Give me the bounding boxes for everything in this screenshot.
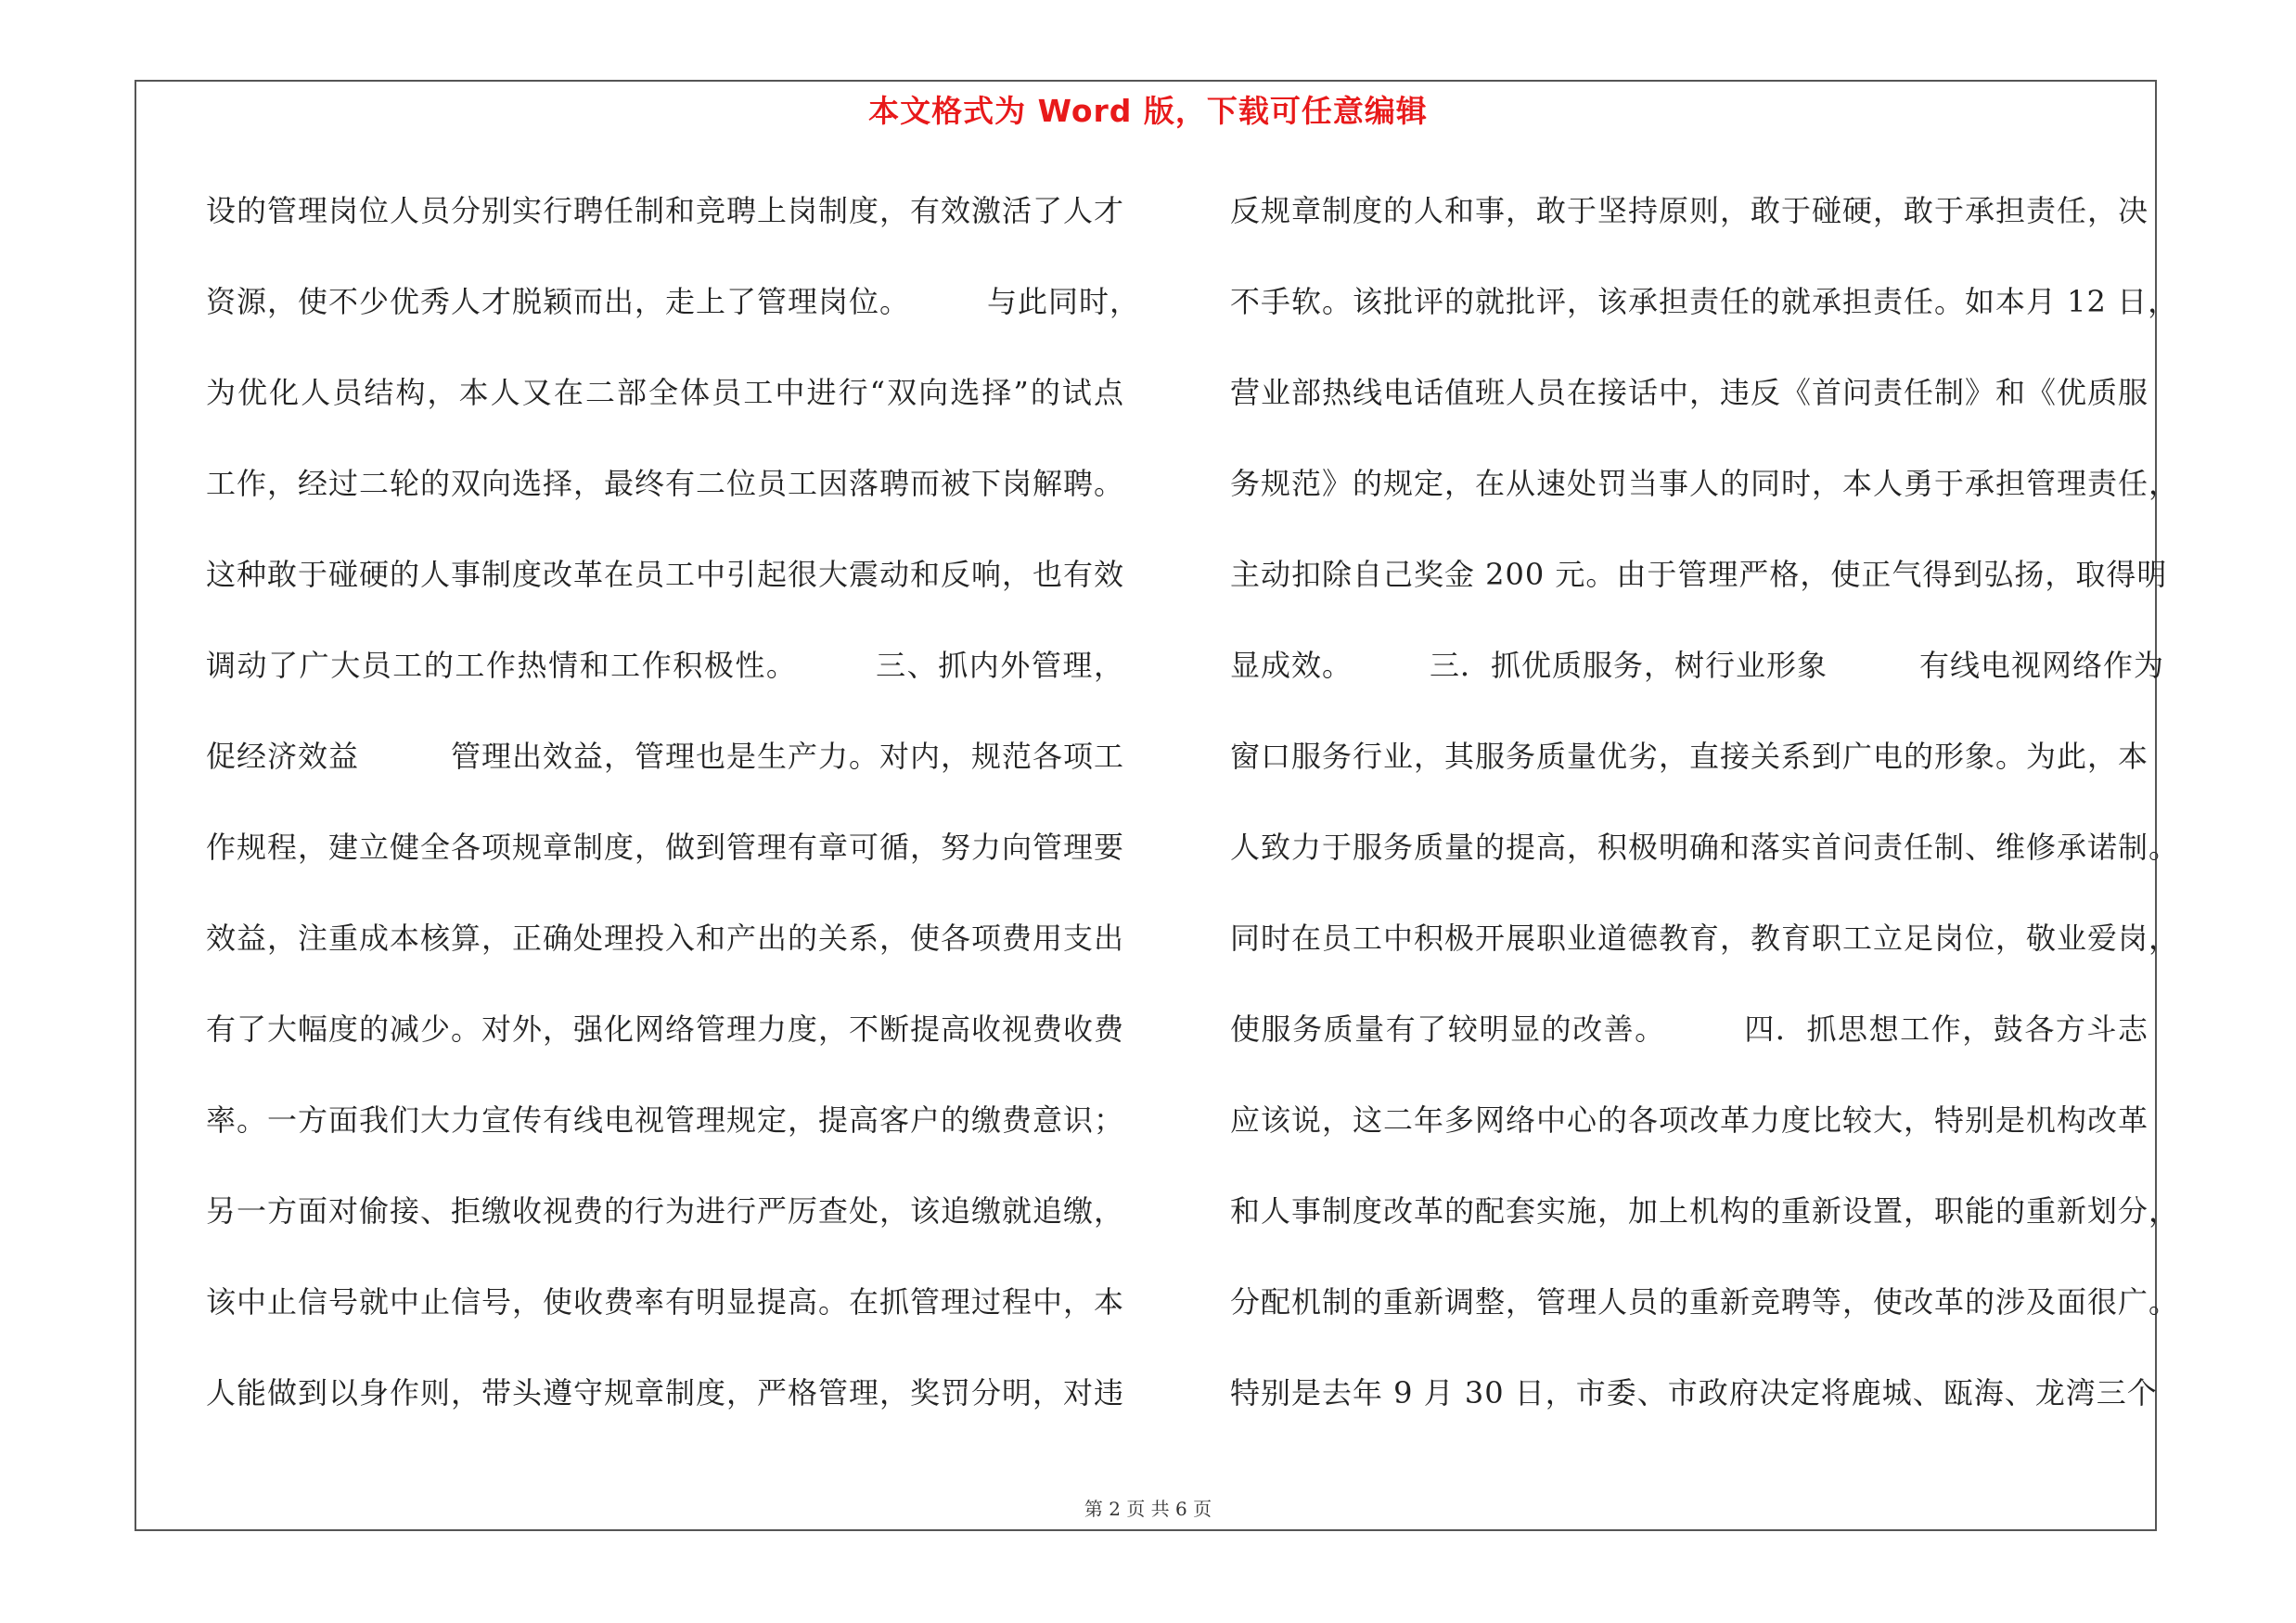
body-line: 调动了广大员工的工作热情和工作积极性。 三、抓内外管理， (206, 648, 1124, 683)
body-line: 分配机制的重新调整，管理人员的重新竞聘等，使改革的涉及面很广。 (1230, 1284, 2180, 1320)
body-line: 营业部热线电话值班人员在接话中，违反《首问责任制》和《优质服 (1230, 375, 2149, 410)
body-line: 人致力于服务质量的提高，积极明确和落实首问责任制、维修承诺制。 (1230, 830, 2180, 865)
body-line: 显成效。 三．抓优质服务，树行业形象 有线电视网络作为 (1230, 648, 2165, 683)
page-number-footer: 第 2 页 共 6 页 (1084, 1498, 1212, 1520)
body-line: 使服务质量有了较明显的改善。 四．抓思想工作，鼓各方斗志 (1230, 1011, 2148, 1047)
body-line: 促经济效益 管理出效益，管理也是生产力。对内，规范各项工 (206, 739, 1125, 774)
body-line: 窗口服务行业，其服务质量优劣，直接关系到广电的形象。为此，本 (1230, 739, 2149, 774)
body-line: 效益，注重成本核算，正确处理投入和产出的关系，使各项费用支出 (206, 921, 1125, 956)
body-line: 反规章制度的人和事，敢于坚持原则，敢于碰硬，敢于承担责任，决 (1230, 193, 2149, 228)
body-line: 有了大幅度的减少。对外，强化网络管理力度，不断提高收视费收费 (206, 1011, 1125, 1047)
body-line: 不手软。该批评的就批评，该承担责任的就承担责任。如本月 12 日， (1230, 284, 2179, 319)
body-line: 率。一方面我们大力宣传有线电视管理规定，提高客户的缴费意识； (206, 1102, 1125, 1138)
right-text-column (1230, 181, 2180, 1454)
body-line: 这种敢于碰硬的人事制度改革在员工中引起很大震动和反响，也有效 (206, 557, 1125, 592)
body-line: 资源，使不少优秀人才脱颖而出，走上了管理岗位。 与此同时， (206, 284, 1141, 319)
body-line: 人能做到以身作则，带头遵守规章制度，严格管理，奖罚分明，对违 (206, 1375, 1125, 1410)
body-line: 为优化人员结构，本人又在二部全体员工中进行“双向选择”的试点 (206, 375, 1124, 410)
word-format-banner: 本文格式为 Word 版，下载可任意编辑 (868, 93, 1428, 129)
body-line: 主动扣除自己奖金 200 元。由于管理严格，使正气得到弘扬，取得明 (1230, 557, 2168, 592)
body-line: 特别是去年 9 月 30 日，市委、市政府决定将鹿城、瓯海、龙湾三个 (1230, 1375, 2158, 1410)
left-text-column (206, 181, 1141, 1454)
body-line: 应该说，这二年多网络中心的各项改革力度比较大，特别是机构改革 (1230, 1102, 2149, 1138)
body-line: 同时在员工中积极开展职业道德教育，教育职工立足岗位，敬业爱岗， (1230, 921, 2180, 956)
body-line: 另一方面对偷接、拒缴收视费的行为进行严厉查处，该追缴就追缴， (206, 1193, 1125, 1229)
body-line: 和人事制度改革的配套实施，加上机构的重新设置，职能的重新划分， (1230, 1193, 2180, 1229)
body-line: 设的管理岗位人员分别实行聘任制和竞聘上岗制度，有效激活了人才 (206, 193, 1125, 228)
body-line: 工作，经过二轮的双向选择，最终有二位员工因落聘而被下岗解聘。 (206, 466, 1125, 501)
body-line: 作规程，建立健全各项规章制度，做到管理有章可循，努力向管理要 (206, 830, 1125, 865)
body-line: 务规范》的规定，在从速处罚当事人的同时，本人勇于承担管理责任， (1230, 466, 2180, 501)
body-line: 该中止信号就中止信号，使收费率有明显提高。在抓管理过程中，本 (206, 1284, 1125, 1320)
